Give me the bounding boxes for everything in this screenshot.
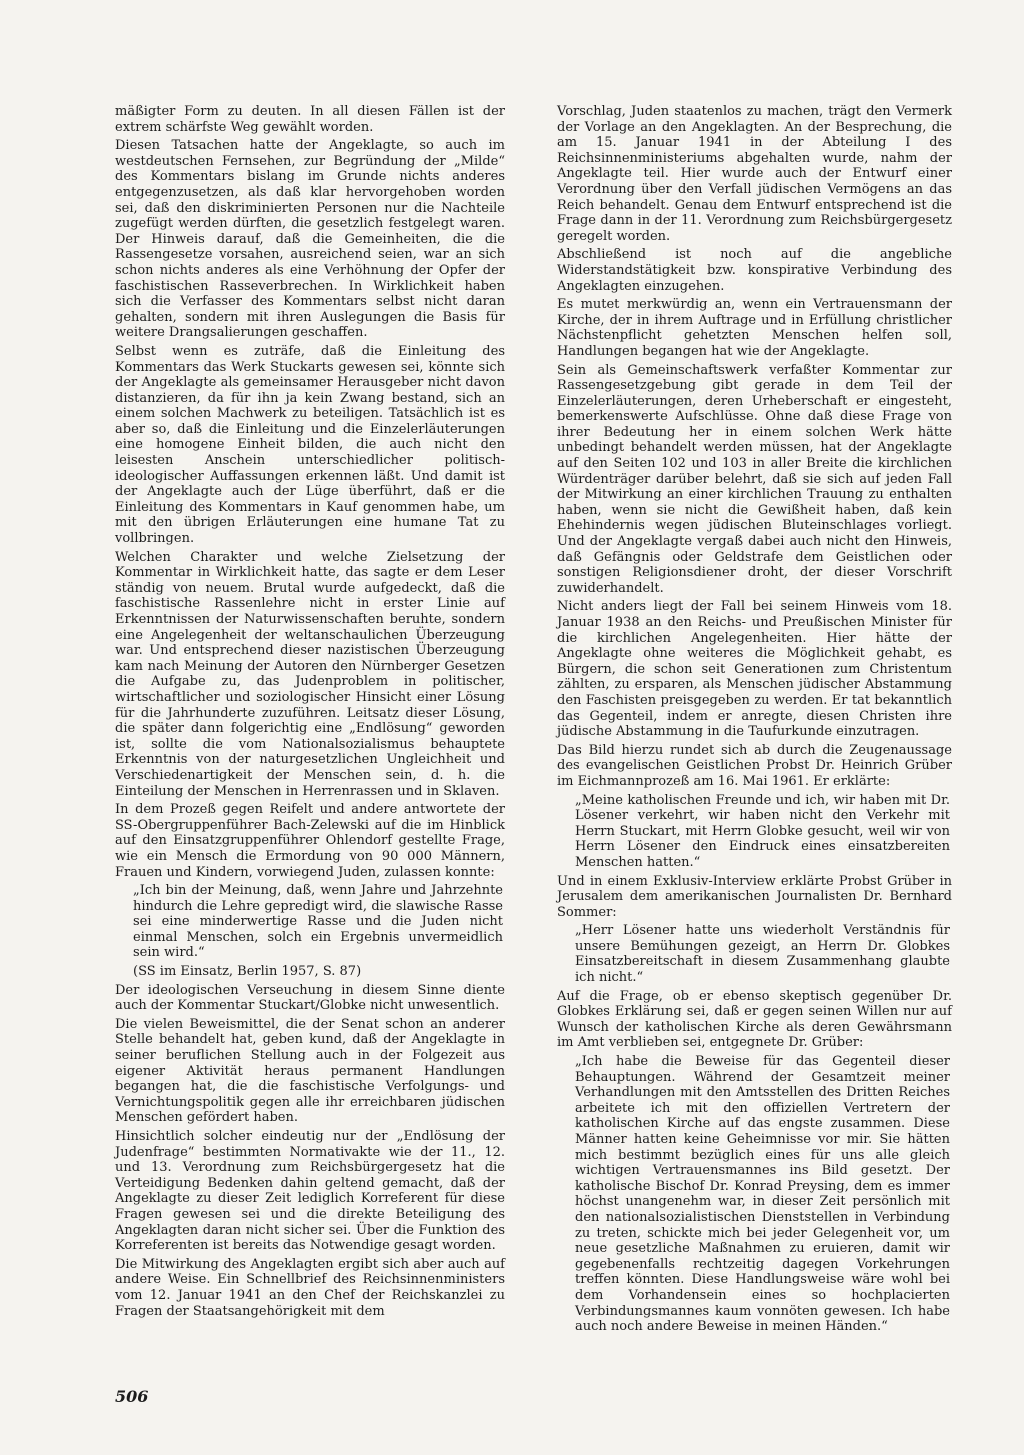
quote-source: (SS im Einsatz, Berlin 1957, S. 87) [133, 964, 362, 980]
paragraph: Welchen Charakter und welche Zielsetzung der Kommentar in Wirklichkeit hatte, das sagte er dem Leser ständig von neuem. Brutal wurde aufgedeckt, daß die faschistische Rassenlehre nicht in erster Linie auf Erkenntnissen der Naturwissenschaften beruhte, sondern eine Angelegenheit der weltanschaulichen Überzeugung war. Und entsprechend dieser nazistischen Überzeugung kam nach Meinung der Autoren den Nürnberger Gesetzen die Aufgabe zu, das Judenproblem in politischer, wirtschaftlicher und soziologischer Hinsicht einer Lösung für die Jahrhunderte zuzuführen. Leitsatz dieser Lösung, die später dann folgerichtig eine „Endlösung“ geworden ist, sollte die vom Nationalsozialismus behauptete Erkenntnis von der naturgesetzlichen Ungleichheit und Verschiedenartigkeit der Menschen sein, d. h. die Einteilung der Menschen in Herrenrassen und in Sklaven. [115, 549, 505, 799]
block-quote: „Herr Lösener hatte uns wiederholt Verständnis für unsere Bemühungen gezeigt, an Herrn Dr. Globkes Einsatzbereitschaft in diesem Zusammenhang glaubte ich nicht.“ [575, 923, 950, 986]
paragraph: Es mutet merkwürdig an, wenn ein Vertrauensmann der Kirche, der in ihrem Auftrage und in Erfüllung christlicher Nächstenpflicht gehetzten Menschen helfen soll, Handlungen begangen hat wie der Angeklagte. [557, 297, 952, 359]
paragraph: Der ideologischen Verseuchung in diesem Sinne diente auch der Kommentar Stuckart/Globke nicht unwesentlich. [115, 982, 505, 1014]
paragraph: Selbst wenn es zuträfe, daß die Einleitung des Kommentars das Werk Stuckarts gewesen sei, könnte sich der Angeklagte als gemeinsamer Herausgeber nicht davon distanzieren, da für ihn ja kein Zwang bestand, sich an einem solchen Machwerk zu beteiligen. Tatsächlich ist es aber so, daß die Einleitung und die Einzelerläuterungen eine homogene Einheit bilden, die auch nicht den leisesten Anschein unterschiedlicher politisch-ideologischer Auffassungen erkennen läßt. Und damit ist der Angeklagte auch der Lüge überführt, daß er die Einleitung des Kommentars in Kauf genommen habe, um mit den übrigen Erläuterungen eine humane Tat zu vollbringen. [115, 343, 505, 547]
paragraph: In dem Prozeß gegen Reifelt und andere antwortete der SS-Obergruppenführer Bach-Zelewski auf die im Hinblick auf den Einsatzgruppenführer Ohlendorf gestellte Frage, wie ein Mensch die Ermordung von 90 000 Männern, Frauen und Kindern, vorwiegend Juden, zulassen konnte: [115, 802, 505, 880]
paragraph: Auf die Frage, ob er ebenso skeptisch gegenüber Dr. Globkes Erklärung sei, daß er gegen seinen Willen nur auf Wunsch der katholischen Kirche als deren Gewährsmann im Amt verblieben sei, entgegnete Dr. Grüber: [557, 988, 952, 1051]
paragraph: Nicht anders liegt der Fall bei seinem Hinweis vom 18. Januar 1938 an den Reichs- und Preußischen Minister für die kirchlichen Angelegenheiten. Hier hätte der Angeklagte ohne weiteres die Möglichkeit gehabt, es Bürgern, die schon seit Generationen zum Christentum zählten, zu ersparen, als Menschen jüdischer Abstammung den Faschisten preisgegeben zu werden. Er tat bekanntlich das Gegenteil, indem er anregte, diesen Christen ihre jüdische Abstammung in die Taufurkunde einzutragen. [557, 599, 952, 740]
paragraph: mäßigter Form zu deuten. In all diesen Fällen ist der extrem schärfste Weg gewählt worden. [115, 104, 505, 135]
paragraph: Und in einem Exklusiv-Interview erklärte Probst Grüber in Jerusalem dem amerikanischen Journalisten Dr. Bernhard Sommer: [557, 873, 952, 920]
right-column [557, 104, 952, 1338]
paragraph: Diesen Tatsachen hatte der Angeklagte, so auch im westdeutschen Fernsehen, zur Begründung der „Milde“ des Kommentars bislang im Grunde nichts anderes entgegenzusetzen, als daß klar hervorgehoben worden sei, daß den diskriminierten Personen nur die Nachteile zugefügt werden dürften, die gesetzlich festgelegt waren. Der Hinweis darauf, daß die Gemeinheiten, die die Rassengesetze vorsahen, ausreichend seien, war an sich schon nichts anderes als eine Verhöhnung der Opfer der faschistischen Rasseverbrechen. In Wirklichkeit haben sich die Verfasser des Kommentars selbst nicht daran gehalten, sondern mit ihren Auslegungen die Basis für weitere Drangsalierungen geschaffen. [115, 138, 505, 341]
paragraph: Abschließend ist noch auf die angebliche Widerstandstätigkeit bzw. konspirative Verbindung des Angeklagten einzugehen. [557, 247, 952, 294]
block-quote: „Ich bin der Meinung, daß, wenn Jahre und Jahrzehnte hindurch die Lehre gepredigt wird, die slawische Rasse sei eine minderwertige Rasse und die Juden nicht einmal Menschen, solch ein Ergebnis unvermeidlich sein wird.“ [133, 883, 503, 961]
block-quote: „Meine katholischen Freunde und ich, wir haben mit Dr. Lösener verkehrt, wir haben nicht den Verkehr mit Herrn Stuckart, mit Herrn Globke gesucht, weil wir von Herrn Lösener den Eindruck eines einsatzbereiten Menschen hatten.“ [575, 792, 950, 870]
block-quote: „Ich habe die Beweise für das Gegenteil dieser Behauptungen. Während der Gesamtzeit meiner Verhandlungen mit den Amtsstellen des Dritten Reiches arbeitete ich mit den offiziellen Vertretern der katholischen Kirche auf das engste zusammen. Diese Männer hatten keine Geheimnisse vor mir. Sie hätten mich bestimmt bezüglich eines für uns alle gleich wichtigen Vertrauensmannes ins Bild gesetzt. Der katholische Bischof Dr. Konrad Preysing, dem es immer höchst unangenehm war, in dieser Zeit persönlich mit den nationalsozialistischen Dienststellen in Verbindung zu treten, schickte mich bei jeder Gelegenheit vor, um neue gesetzliche Maßnahmen zu eruieren, damit wir gegebenenfalls rechtzeitig dagegen Vorkehrungen treffen könnten. Diese Handlungsweise wäre wohl bei dem Vorhandensein eines so hochplacierten Verbindungsmannes kaum vonnöten gewesen. Ich habe auch noch andere Beweise in meinen Händen.“ [575, 1054, 950, 1335]
page-number: 506 [115, 1387, 149, 1406]
paragraph: Vorschlag, Juden staatenlos zu machen, trägt den Vermerk der Vorlage an den Angeklagten. An der Besprechung, die am 15. Januar 1941 in der Abteilung I des Reichsinnenministeriums abgehalten wurde, nahm der Angeklagte teil. Hier wurde auch der Entwurf einer Verordnung über den Verfall jüdischen Vermögens an das Reich behandelt. Genau dem Entwurf entsprechend ist die Frage dann in der 11. Verordnung zum Reichsbürgergesetz geregelt worden. [557, 104, 952, 244]
paragraph: Hinsichtlich solcher eindeutig nur der „Endlösung der Judenfrage“ bestimmten Normativakte wie der 11., 12. und 13. Verordnung zum Reichsbürgergesetz hat die Verteidigung Bedenken dahin geltend gemacht, daß der Angeklagte zu dieser Zeit lediglich Korreferent für diese Fragen gewesen sei und die direkte Beteiligung des Angeklagten daran nicht sicher sei. Über die Funktion des Korreferenten ist bereits das Notwendige gesagt worden. [115, 1129, 505, 1254]
left-column [115, 104, 505, 1322]
paragraph: Das Bild hierzu rundet sich ab durch die Zeugenaussage des evangelischen Geistlichen Probst Dr. Heinrich Grüber im Eichmannprozeß am 16. Mai 1961. Er erklärte: [557, 742, 952, 789]
paragraph: Sein als Gemeinschaftswerk verfaßter Kommentar zur Rassengesetzgebung gibt gerade in dem Teil der Einzelerläuterungen, deren Urheberschaft er eingesteht, bemerkenswerte Aufschlüsse. Ohne daß diese Frage von ihrer Bedeutung her in einem solchen Werk hätte unbedingt behandelt werden müssen, hat der Angeklagte auf den Seiten 102 und 103 in aller Breite die kirchlichen Würdenträger darüber belehrt, daß sie sich auf jeden Fall der Mitwirkung an einer kirchlichen Trauung zu enthalten haben, wenn sie nicht die Gewißheit haben, daß kein Ehehindernis wegen jüdischen Bluteinschlages vorliegt. Und der Angeklagte vergaß dabei auch nicht den Hinweis, daß Gefängnis oder Geldstrafe dem Geistlichen oder sonstigen Religionsdiener droht, der dieser Vorschrift zuwiderhandelt. [557, 362, 952, 596]
paragraph: Die vielen Beweismittel, die der Senat schon an anderer Stelle behandelt hat, geben kund, daß der Angeklagte in seiner beruflichen Stellung auch in der Folgezeit aus eigener Aktivität heraus permanent Handlungen begangen hat, die die faschistische Verfolgungs- und Vernichtungspolitik gegen alle ihr erreichbaren jüdischen Menschen gefördert haben. [115, 1016, 505, 1126]
paragraph: Die Mitwirkung des Angeklagten ergibt sich aber auch auf andere Weise. Ein Schnellbrief des Reichsinnenministers vom 12. Januar 1941 an den Chef der Reichskanzlei zu Fragen der Staatsangehörigkeit mit dem [115, 1256, 505, 1319]
